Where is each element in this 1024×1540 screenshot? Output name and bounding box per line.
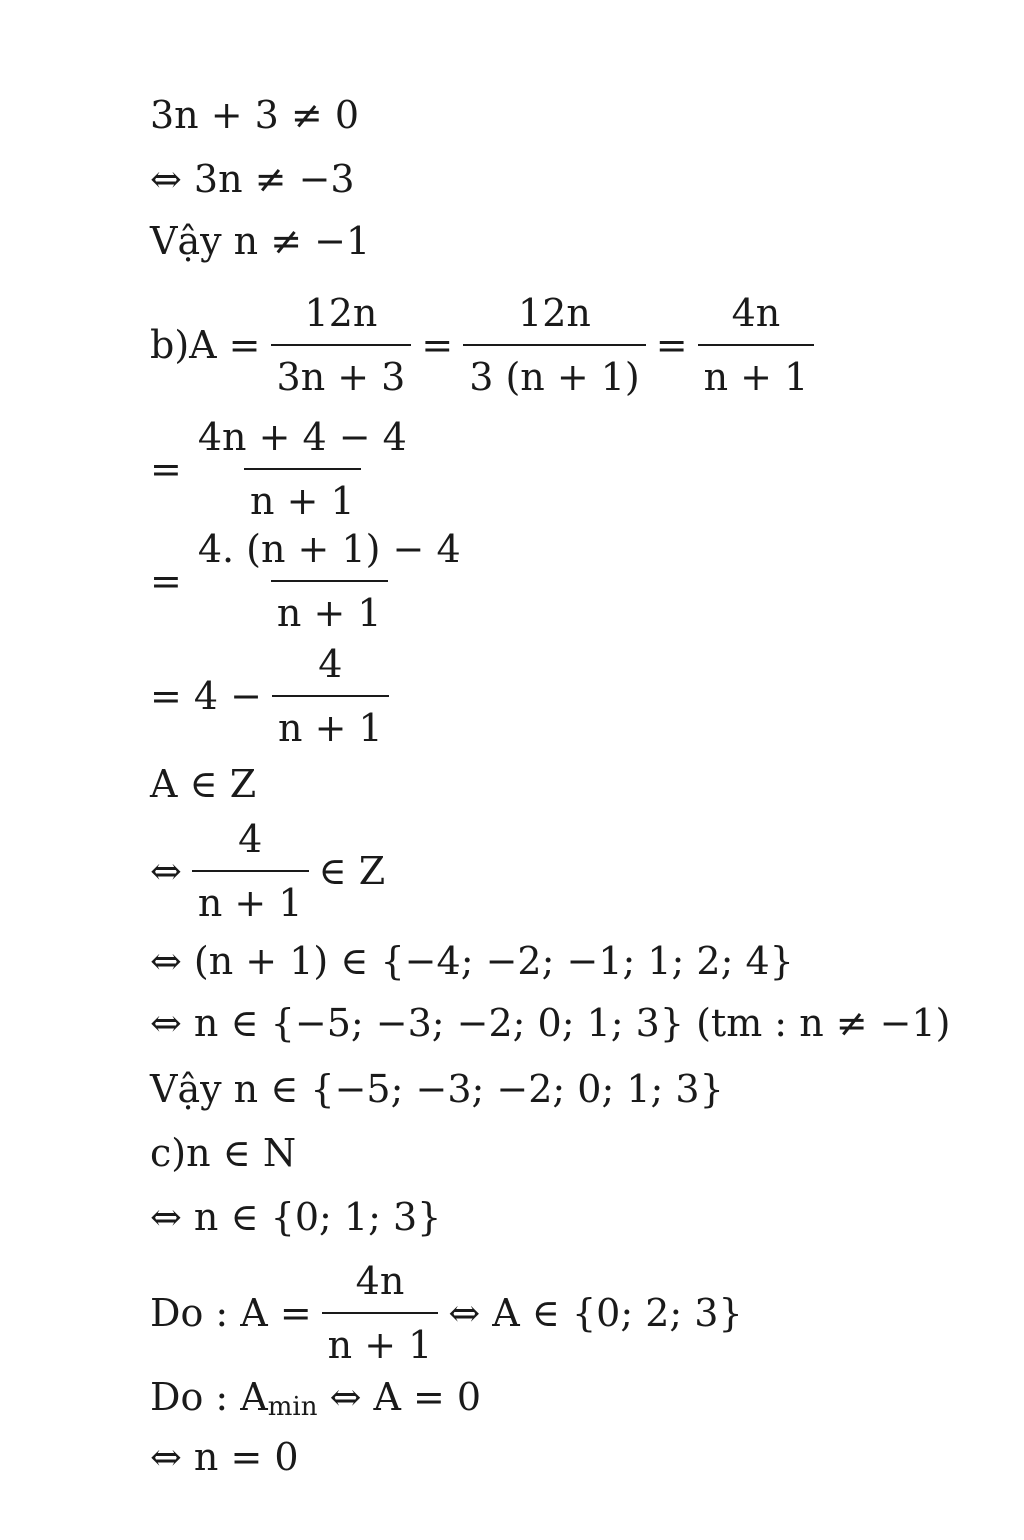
fraction-1 [271,291,412,399]
a-values-numerator: 4n [355,1259,405,1303]
step-2-numerator: 4. (n + 1) − 4 [197,527,461,571]
equivalence-text: ⇔ 3n ≠ −3 [150,157,355,201]
step-1-prefix: = [150,447,182,491]
a-values-prefix: Do : A = [150,1291,312,1335]
step-3-numerator: 4 [318,642,343,686]
a-values-suffix: ⇔ A ∈ {0; 2; 3} [448,1291,743,1335]
fraction-2-denominator: 3 (n + 1) [463,344,646,396]
part-c-text: c)n ∈ N [150,1131,297,1175]
step-1-numerator: 4n + 4 − 4 [197,415,407,459]
fraction-integer-numerator: 4 [238,817,263,861]
divisors-text: ⇔ (n + 1) ∈ {−4; −2; −1; 1; 2; 4} [150,939,794,983]
step-2-fraction [192,527,467,635]
line-equivalence [150,157,355,201]
step-1-denominator: n + 1 [244,468,361,520]
conclusion-text: Vậy n ≠ −1 [150,219,371,263]
step-3-denominator: n + 1 [272,695,389,747]
fraction-1-numerator: 12n [304,291,378,335]
a-values-fraction [322,1259,439,1367]
condition-text: 3n + 3 ≠ 0 [150,93,359,137]
line-step-3 [150,642,399,750]
fraction-2 [463,291,646,399]
line-step-1 [150,415,423,523]
integer-condition-text: A ∈ Z [150,762,257,806]
n-natural-text: ⇔ n ∈ {0; 1; 3} [150,1195,442,1239]
a-min-prefix: Do : A [150,1375,268,1419]
line-final [150,1435,299,1479]
a-min-space [317,1378,329,1416]
fraction-3 [698,291,815,399]
a-min-subscript: min [267,1392,318,1422]
fraction-3-numerator: 4n [731,291,781,335]
line-a-min [150,1375,482,1422]
part-b-prefix: b)A = [150,323,261,367]
step-2-prefix: = [150,559,182,603]
n-conclusion-text: Vậy n ∈ {−5; −3; −2; 0; 1; 3} [150,1067,724,1111]
equals-sign: = [421,323,454,367]
line-condition [150,93,359,137]
line-a-values [150,1259,743,1367]
step-1-fraction [192,415,413,523]
line-conclusion [150,219,371,263]
fraction-1-denominator: 3n + 3 [271,344,412,396]
fraction-integer-denominator: n + 1 [192,870,309,922]
fraction-integer-prefix: ⇔ [150,849,182,893]
line-n-natural [150,1195,442,1239]
equals-sign: = [655,323,688,367]
fraction-integer-suffix: ∈ Z [318,849,386,893]
line-divisors [150,939,794,983]
a-min-suffix: ⇔ A = 0 [329,1375,482,1419]
line-part-b [150,291,824,399]
fraction-integer-fraction [192,817,309,925]
step-2-denominator: n + 1 [271,580,388,632]
n-values-text: ⇔ n ∈ {−5; −3; −2; 0; 1; 3} (tm : n ≠ −1) [150,1001,951,1045]
line-part-c [150,1131,297,1175]
line-n-values [150,1001,951,1045]
step-3-prefix: = 4 − [150,674,263,718]
line-n-conclusion [150,1067,724,1111]
final-text: ⇔ n = 0 [150,1435,299,1479]
fraction-3-denominator: n + 1 [698,344,815,396]
line-integer-condition [150,762,257,806]
line-fraction-integer [150,817,386,925]
line-step-2 [150,527,477,635]
fraction-2-numerator: 12n [518,291,591,335]
step-3-fraction [272,642,389,750]
a-values-denominator: n + 1 [322,1312,439,1364]
